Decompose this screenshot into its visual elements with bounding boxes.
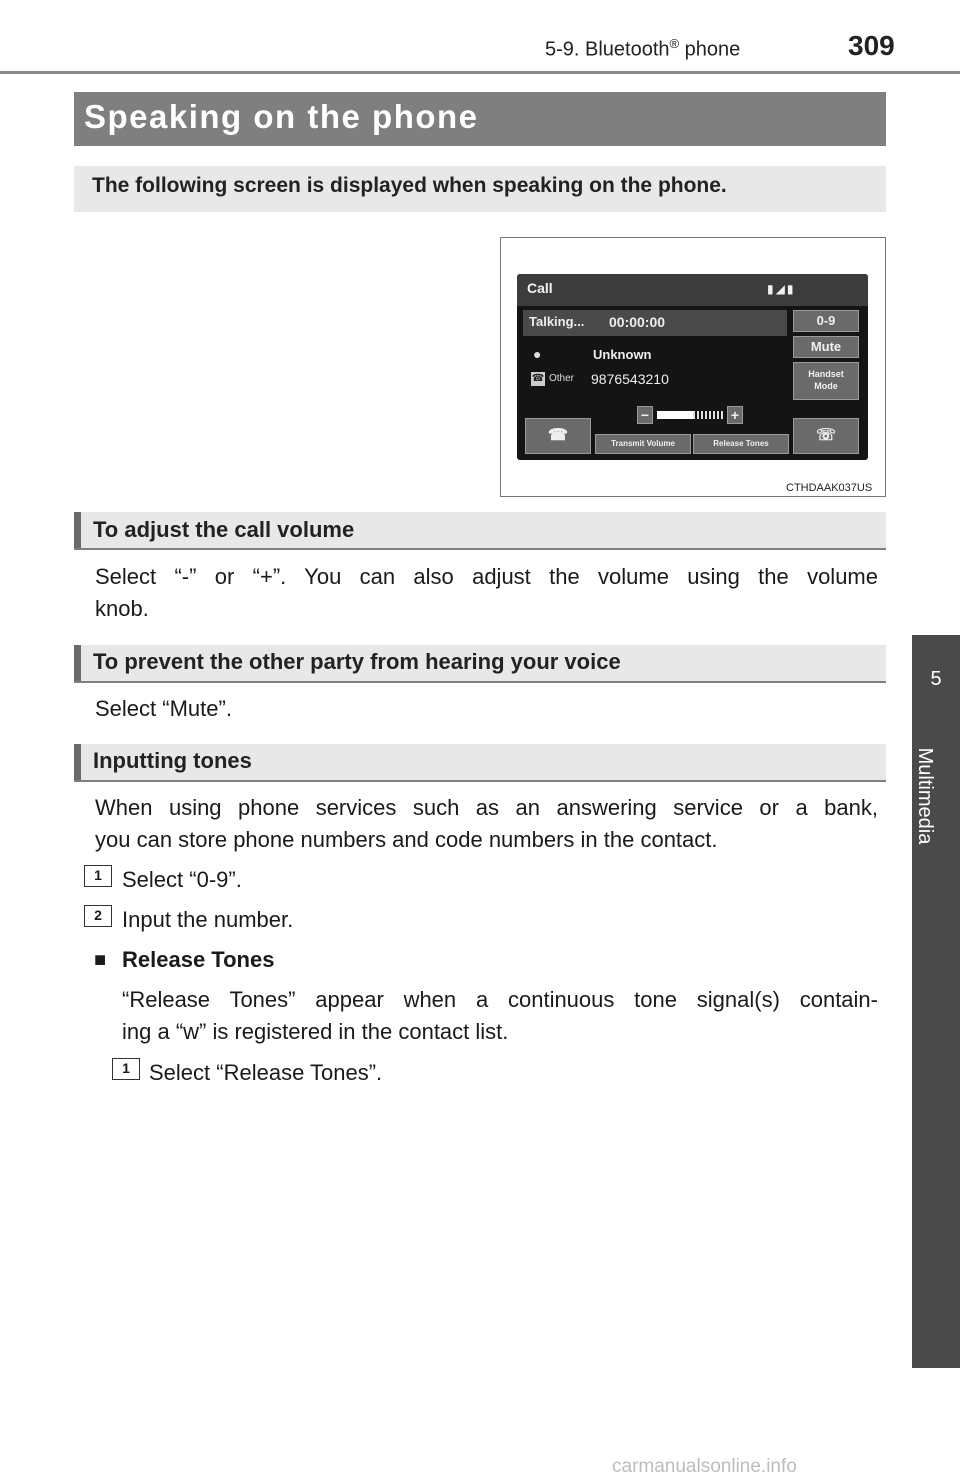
square-bullet-icon: ■ — [94, 949, 107, 971]
chapter-number: 5 — [930, 668, 942, 690]
release-text-line1: “Release Tones” appear when a continuous tone signal(s) contain- — [122, 987, 878, 1012]
figure-caption: CTHDAAK037US — [786, 482, 873, 494]
contact-name: Unknown — [593, 347, 652, 362]
call-timer: 00:00:00 — [609, 314, 666, 330]
release-text-line2: ing a “w” is registered in the contact list. — [122, 1019, 509, 1044]
intro-text: The following screen is displayed when speaking on the phone. — [92, 174, 727, 197]
volume-minus-button[interactable]: − — [637, 406, 653, 424]
registered-mark: ® — [669, 36, 680, 51]
volume-text-line2: knob. — [95, 596, 149, 621]
section-heading-tones: Inputting tones — [93, 748, 252, 773]
volume-text-line1: Select “-” or “+”. You can also adjust the volume using the volume — [95, 564, 878, 589]
step-text: Select “Release Tones”. — [149, 1060, 383, 1085]
call-screen-topbar — [517, 274, 868, 306]
watermark-footer: carmanualsonline.info — [612, 1456, 797, 1477]
volume-plus-button[interactable]: + — [727, 406, 743, 424]
person-icon: ● — [533, 346, 542, 362]
tones-text-line1: When using phone services such as an answering service or a bank, — [95, 795, 878, 820]
handset-mode-line2: Mode — [814, 381, 838, 391]
phone-number: 9876543210 — [591, 371, 669, 387]
hang-up-button[interactable]: ☏ — [793, 418, 859, 454]
call-screen — [517, 274, 868, 460]
mute-text: Select “Mute”. — [95, 696, 232, 721]
section-heading-volume: To adjust the call volume — [93, 517, 355, 542]
call-screen-title: Call — [527, 280, 553, 296]
tones-text-line2: you can store phone numbers and code numbers in the contact. — [95, 827, 718, 852]
handset-mode-line1: Handset — [808, 369, 844, 379]
step-text: Select “0-9”. — [122, 867, 242, 892]
call-button[interactable]: ☎ — [525, 418, 591, 454]
status-icons: ▮◢▮ — [767, 282, 796, 296]
page-title: Speaking on the phone — [84, 98, 479, 135]
section-heading-mute: To prevent the other party from hearing your voice — [93, 649, 621, 674]
volume-meter-fill — [657, 411, 693, 419]
phone-type-icon: ☎ — [531, 373, 545, 384]
release-tones-button[interactable]: Release Tones — [693, 434, 789, 454]
phone-type-label: Other — [549, 373, 575, 384]
mute-button[interactable]: Mute — [793, 336, 859, 358]
talking-label: Talking... — [529, 314, 585, 329]
keypad-button[interactable]: 0-9 — [793, 310, 859, 332]
handset-mode-button[interactable] — [793, 362, 859, 400]
step-number: 1 — [112, 1058, 140, 1080]
chapter-side-tab — [912, 635, 960, 1368]
page-number: 309 — [848, 30, 895, 61]
transmit-volume-button[interactable]: Transmit Volume — [595, 434, 691, 454]
subsection-heading-release: Release Tones — [122, 947, 275, 972]
chapter-label: Multimedia — [914, 747, 936, 845]
header-rule — [0, 71, 960, 74]
section-suffix: phone — [679, 38, 741, 61]
section-breadcrumb — [545, 36, 740, 62]
step-text: Input the number. — [122, 907, 294, 932]
step-number: 1 — [84, 865, 112, 887]
step-number: 2 — [84, 905, 112, 927]
section-name: 5-9. Bluetooth — [545, 38, 670, 61]
